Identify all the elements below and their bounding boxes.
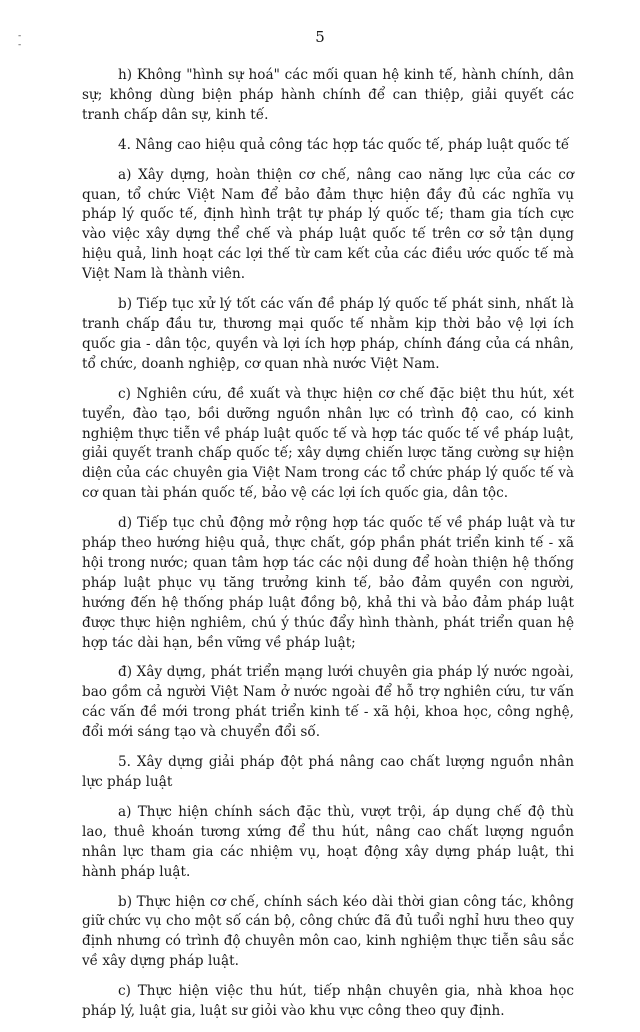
paragraph-5c: c) Thực hiện việc thu hút, tiếp nhận chuyên gia, nhà khoa học pháp lý, luật gia, luật sư giỏi vào khu vực công theo quy định. [82,983,574,1020]
document-body [82,66,574,1032]
paragraph-4c: c) Nghiên cứu, đề xuất và thực hiện cơ chế đặc biệt thu hút, xét tuyển, đào tạo, bồi dưỡng nguồn nhân lực có trình độ cao, có kinh nghiệm thực tiễn về pháp luật quốc tế và hợp tác quốc tế về pháp luật, giải quyết tranh chấp quốc tế; xây dựng chiến lược tăng cường sự hiện diện của các chuyên gia Việt Nam trong các tổ chức pháp lý quốc tế và cơ quan tài phán quốc tế, bảo vệ các lợi ích quốc gia, dân tộc. [82,385,574,502]
paragraph-4a: a) Xây dựng, hoàn thiện cơ chế, nâng cao năng lực của các cơ quan, tổ chức Việt Nam để bảo đảm thực hiện đầy đủ các nghĩa vụ pháp lý quốc tế, định hình trật tự pháp lý quốc tế; tham gia tích cực vào việc xây dựng thể chế và pháp luật quốc tế trên cơ sở tận dụng hiệu quả, linh hoạt các lợi thế từ cam kết của các điều ước quốc tế mà Việt Nam là thành viên. [82,166,574,283]
margin-mark: - - [18,31,22,50]
section-5-heading: 5. Xây dựng giải pháp đột phá nâng cao chất lượng nguồn nhân lực pháp luật [82,754,574,790]
paragraph-5a: a) Thực hiện chính sách đặc thù, vượt trội, áp dụng chế độ thù lao, thuê khoán tương xứng để thu hút, nâng cao chất lượng nguồn nhân lực tham gia các nhiệm vụ, hoạt động xây dựng pháp luật, thi hành pháp luật. [82,803,574,880]
paragraph-4b: b) Tiếp tục xử lý tốt các vấn đề pháp lý quốc tế phát sinh, nhất là tranh chấp đầu tư, thương mại quốc tế nhằm kịp thời bảo vệ lợi ích quốc gia - dân tộc, quyền và lợi ích hợp pháp, chính đáng của cá nhân, tổ chức, doanh nghiệp, cơ quan nhà nước Việt Nam. [82,296,574,372]
paragraph-h: h) Không "hình sự hoá" các mối quan hệ kinh tế, hành chính, dân sự; không dùng biện pháp hành chính để can thiệp, giải quyết các tranh chấp dân sự, kinh tế. [82,67,574,123]
paragraph-4d: d) Tiếp tục chủ động mở rộng hợp tác quốc tế về pháp luật và tư pháp theo hướng hiệu quả, thực chất, góp phần phát triển kinh tế - xã hội trong nước; quan tâm hợp tác các nội dung để hoàn thiện hệ thống pháp luật phục vụ tăng trưởng kinh tế, bảo đảm quyền con người, hướng đến hệ thống pháp luật đồng bộ, khả thi và bảo đảm pháp luật được thực hiện nghiêm, chú ý thúc đẩy hình thành, phát triển quan hệ hợp tác dài hạn, bền vững về pháp luật; [82,515,574,651]
section-4-heading: 4. Nâng cao hiệu quả công tác hợp tác quốc tế, pháp luật quốc tế [118,136,570,153]
page-number: 5 [315,28,325,46]
paragraph-4dd: đ) Xây dựng, phát triển mạng lưới chuyên gia pháp lý nước ngoài, bao gồm cả người Việt Nam ở nước ngoài để hỗ trợ nghiên cứu, tư vấn các vấn đề mới trong phát triển kinh tế - xã hội, khoa học, công nghệ, đổi mới sáng tạo và chuyển đổi số. [82,664,574,741]
paragraph-5b: b) Thực hiện cơ chế, chính sách kéo dài thời gian công tác, không giữ chức vụ cho một số cán bộ, công chức đã đủ tuổi nghỉ hưu theo quy định nhưng có trình độ chuyên môn cao, kinh nghiệm thực tiễn sâu sắc về xây dựng pháp luật. [82,893,574,970]
